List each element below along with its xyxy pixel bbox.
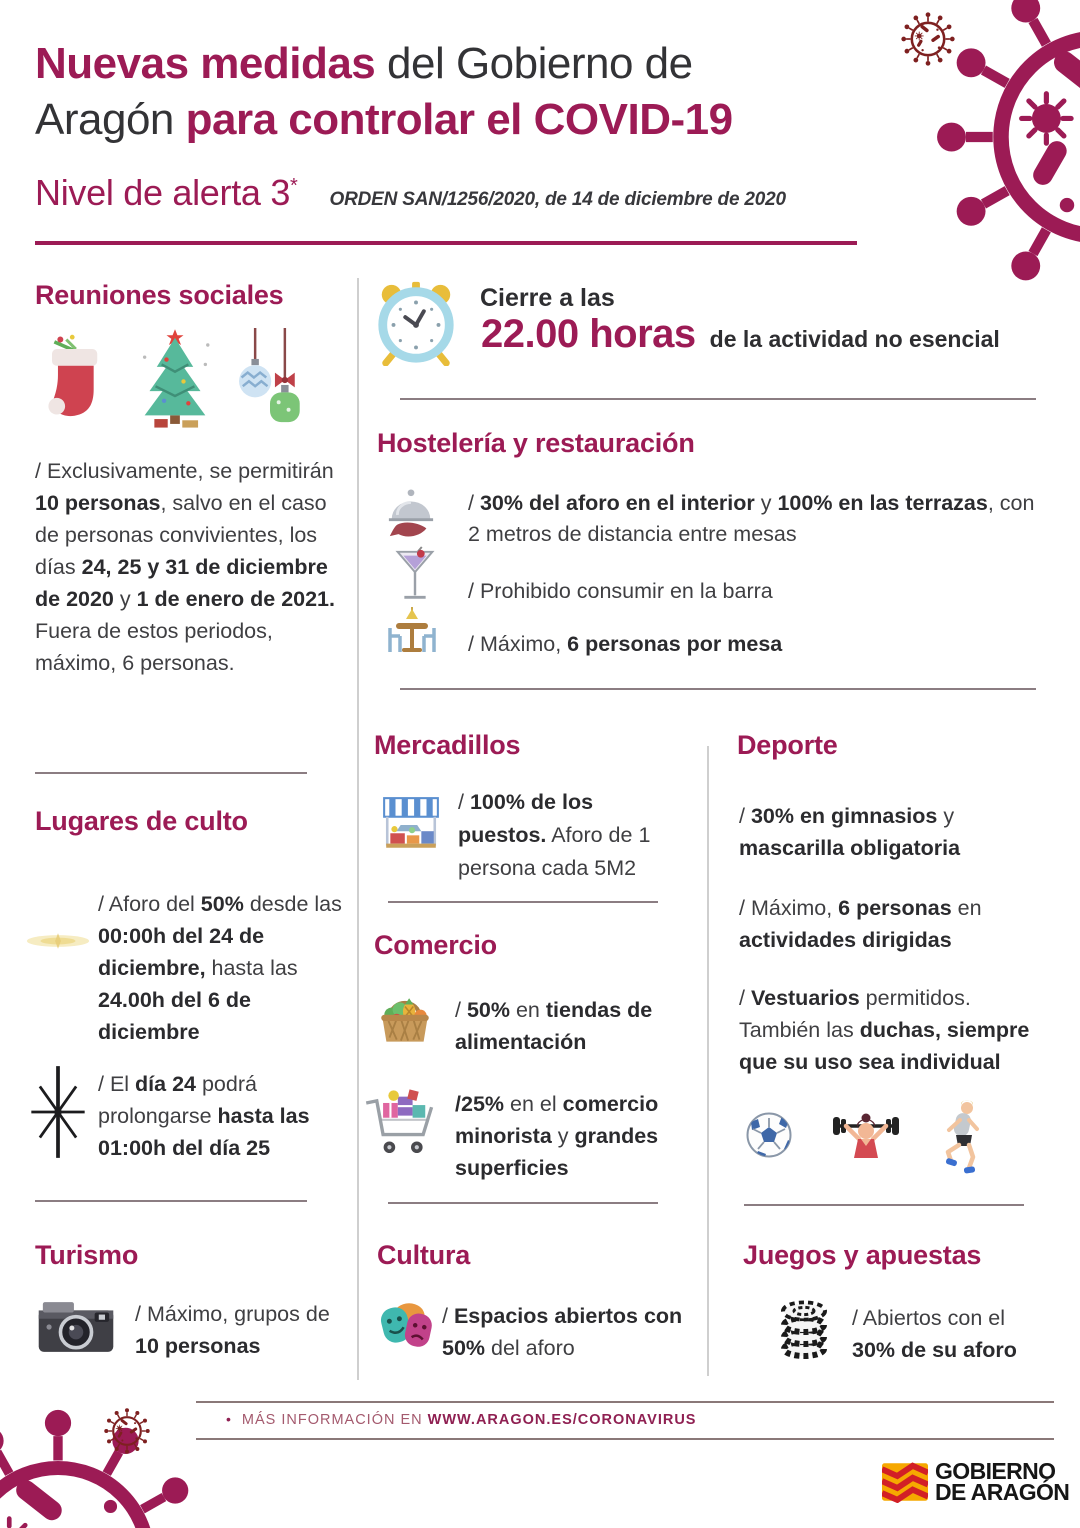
curfew-suffix: de la actividad no esencial (709, 326, 1000, 352)
footer-rule-top (196, 1401, 1054, 1403)
order-reference: ORDEN SAN/1256/2020, de 14 de diciembre de 2020 (329, 189, 786, 210)
curfew-time: 22.00 horas (481, 312, 696, 356)
candle-glow-icon (24, 918, 92, 964)
hosteleria-item-2: / Prohibido consumir en la barra (468, 579, 773, 603)
running-icon (936, 1098, 986, 1174)
title-line-1: Nuevas medidas del Gobierno de (35, 39, 693, 88)
column-divider (357, 278, 359, 1380)
logo-text (935, 1458, 1070, 1505)
hosteleria-item-3: / Máximo, 6 personas por mesa (468, 632, 783, 656)
juegos-item-1: / Abiertos con el 30% de su aforo (852, 1306, 1017, 1362)
divider (35, 1200, 307, 1202)
mercadillos-item-1: / 100% de los puestos. Aforo de 1 persona cada 5M2 (458, 790, 651, 880)
theater-masks-icon (376, 1296, 438, 1354)
logo-line-1: GOBIERNO (935, 1458, 1056, 1484)
title-line-2: Aragón para controlar el COVID-19 (35, 95, 733, 144)
footer-rule-bottom (196, 1438, 1054, 1440)
footer-bullet: • (226, 1411, 232, 1427)
serving-dish-icon (386, 486, 436, 540)
cocktail-icon (394, 546, 436, 606)
reuniones-body: / Exclusivamente, se permitirán 10 personas, salvo en el caso de personas convivientes, los días 24, 25 y 31 de diciembre de 2020 y 1 de enero de 2021. Fuera de estos periodos, máximo, 6 personas. (35, 459, 335, 675)
aragon-flag-icon (882, 1461, 928, 1503)
grocery-basket-icon (374, 990, 436, 1052)
divider (744, 1204, 1024, 1206)
section-heading-comercio: Comercio (374, 930, 497, 960)
divider (400, 688, 1036, 690)
poker-chips-icon (778, 1294, 830, 1362)
coronavirus-outline-icon (104, 1408, 150, 1454)
bethlehem-star-icon (26, 1062, 90, 1162)
alarm-clock-icon (372, 278, 460, 366)
divider (388, 1202, 658, 1204)
deporte-item-2: / Máximo, 6 personas en actividades dirigidas (739, 896, 982, 952)
section-heading-hosteleria: Hostelería y restauración (377, 428, 695, 458)
curfew-prefix: Cierre a las (480, 284, 615, 312)
section-heading-turismo: Turismo (35, 1240, 139, 1270)
divider (35, 772, 307, 774)
christmas-stocking-icon (40, 330, 114, 430)
section-heading-cultura: Cultura (377, 1240, 471, 1270)
market-stall-icon (380, 794, 442, 856)
camera-icon (36, 1298, 116, 1356)
section-heading-mercadillos: Mercadillos (374, 730, 521, 760)
weightlifting-icon (830, 1106, 902, 1170)
coronavirus-outline-icon (901, 12, 955, 66)
hosteleria-item-1: / 30% del aforo en el interior y 100% en las terrazas, con 2 metros de distancia entre mesas (468, 491, 1035, 546)
section-heading-deporte: Deporte (737, 730, 838, 760)
divider (388, 901, 658, 903)
deporte-item-3: / Vestuarios permitidos. También las duchas, siempre que su uso sea individual (739, 986, 1030, 1074)
deporte-item-1: / 30% en gimnasios y mascarilla obligatoria (739, 804, 961, 860)
lugares-item-2: / El día 24 podrá prolongarse hasta las 01:00h del día 25 (98, 1072, 310, 1160)
christmas-tree-icon (130, 328, 220, 430)
section-heading-lugares: Lugares de culto (35, 806, 248, 836)
turismo-item-1: / Máximo, grupos de 10 personas (135, 1302, 330, 1358)
comercio-item-2: /25% en el comercio minorista y grandes superficies (455, 1092, 659, 1180)
alert-asterisk: * (290, 175, 298, 197)
lugares-item-1: / Aforo del 50% desde las 00:00h del 24 de diciembre, hasta las 24.00h del 6 de diciembre (98, 892, 342, 1044)
footer-info (226, 1411, 696, 1428)
comercio-item-1: / 50% en tiendas de alimentación (455, 998, 653, 1054)
soccer-ball-icon (744, 1110, 794, 1160)
table-chairs-icon (382, 606, 442, 660)
cultura-item-1: / Espacios abiertos con 50% del aforo (442, 1304, 683, 1360)
header-rule (35, 241, 857, 245)
column-divider (707, 746, 709, 1376)
gobierno-de-aragon-logo (882, 1458, 1070, 1505)
shopping-cart-icon (362, 1088, 440, 1158)
logo-line-2: DE ARAGÓN (935, 1479, 1070, 1505)
coronavirus-icon (935, 0, 1080, 302)
section-heading-juegos: Juegos y apuestas (743, 1240, 982, 1270)
alert-level: Nivel de alerta 3* (35, 172, 298, 213)
section-heading-reuniones: Reuniones sociales (35, 280, 284, 310)
divider (400, 398, 1036, 400)
page-title (35, 36, 885, 148)
footer-info-text: MÁS INFORMACIÓN EN WWW.ARAGON.ES/CORONAVIRUS (241, 1412, 697, 1428)
ornaments-icon (232, 328, 308, 432)
